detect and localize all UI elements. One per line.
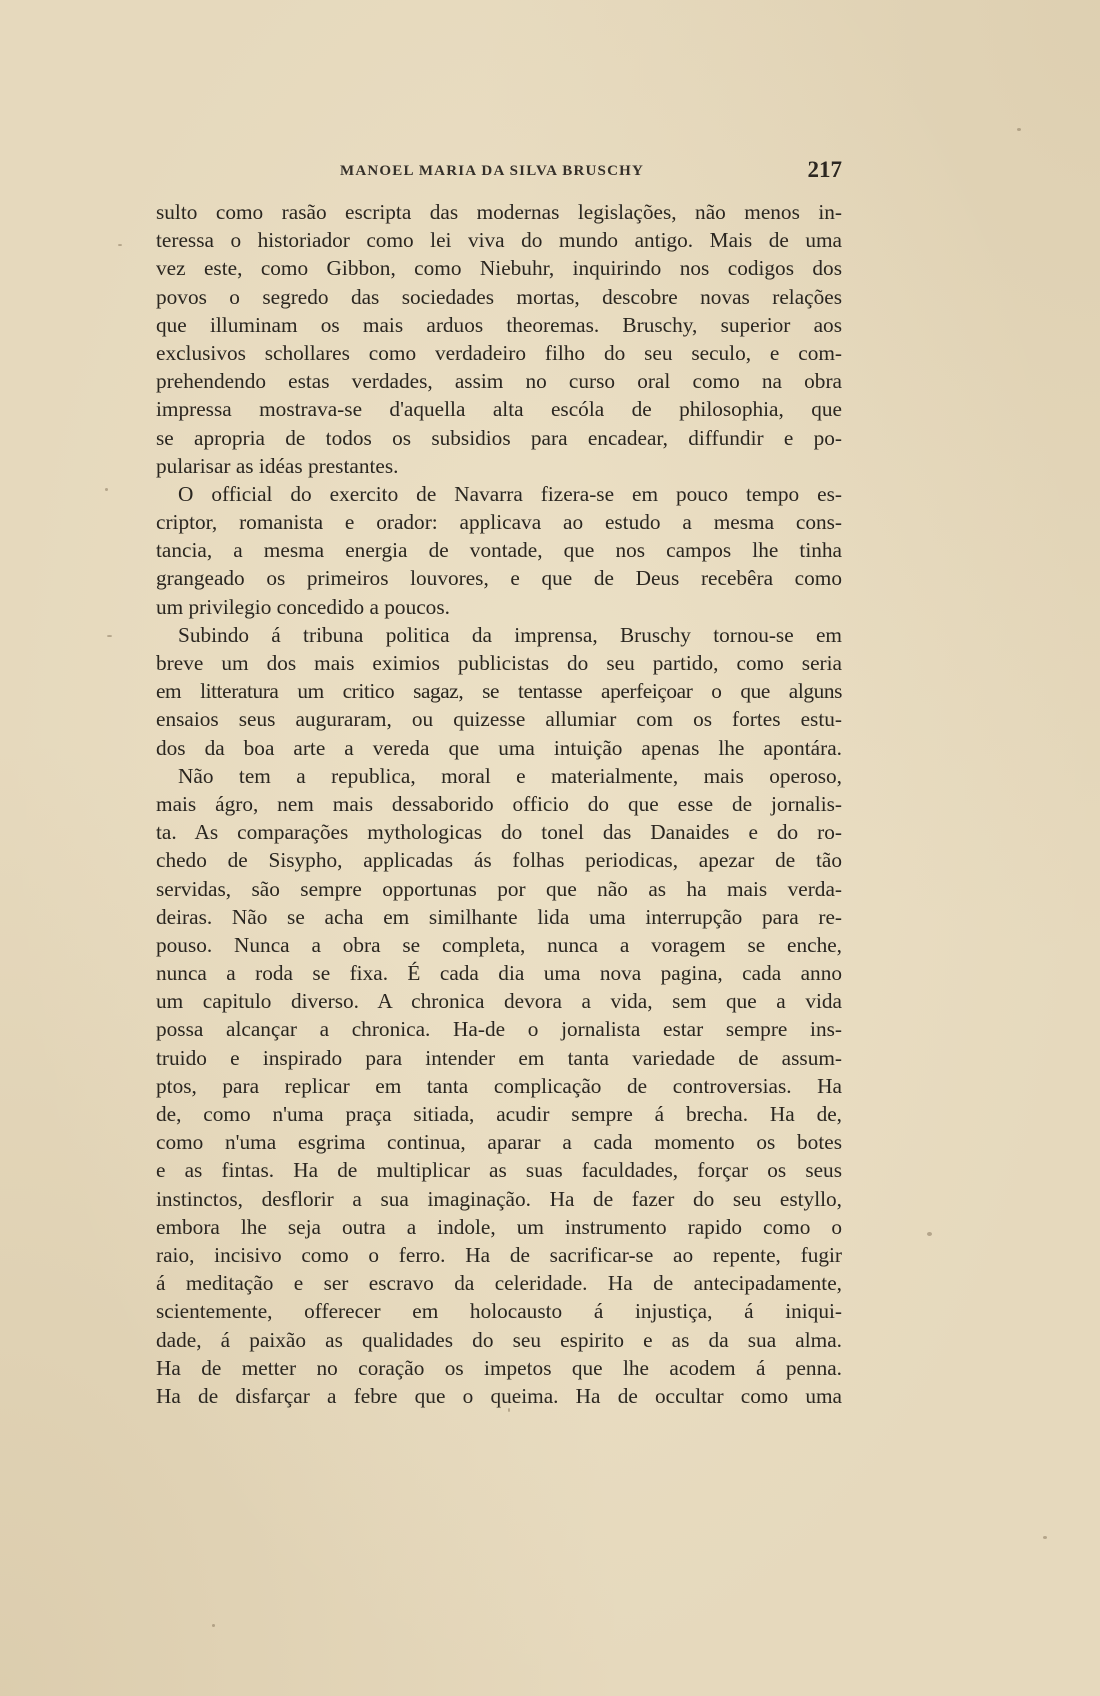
text-line: pouso. Nunca a obra se completa, nunca a voragem se enche,	[156, 932, 842, 957]
text-line: dos da boa arte a vereda que uma intuição apenas lhe apontára.	[156, 735, 842, 760]
text-line: breve um dos mais eximios publicistas do seu partido, como seria	[156, 651, 842, 675]
text-line: chedo de Sisypho, applicadas ás folhas periodicas, apezar de tão	[156, 848, 842, 873]
text-line: instinctos, desflorir a sua imaginação. Ha de fazer do seu estyllo,	[156, 1186, 842, 1211]
text-line: embora lhe seja outra a indole, um instrumento rapido como o	[156, 1214, 842, 1239]
body-text	[156, 198, 842, 1410]
paper-speck	[1043, 1536, 1047, 1539]
text-line: tancia, a mesma energia de vontade, que nos campos lhe tinha	[156, 538, 842, 563]
text-line: exclusivos schollares como verdadeiro filho do seu seculo, e com-	[156, 340, 842, 365]
text-line: ta. As comparações mythologicas do tonel das Danaides e do ro-	[156, 820, 842, 845]
text-line: grangeado os primeiros louvores, e que de Deus recebêra como	[156, 566, 842, 591]
text-line: mais ágro, nem mais dessaborido officio do que esse de jornalis-	[156, 791, 842, 816]
text-line: em litteratura um critico sagaz, se tentasse aperfeiçoar o que alguns	[156, 679, 842, 704]
text-line: que illuminam os mais arduos theoremas. Bruschy, superior aos	[156, 312, 842, 337]
text-line: ensaios seus auguraram, ou quizesse allumiar com os fortes estu-	[156, 707, 842, 732]
text-line: dade, á paixão as qualidades do seu espirito e as da sua alma.	[156, 1327, 842, 1352]
text-line: prehendendo estas verdades, assim no curso oral como na obra	[156, 369, 842, 394]
text-line: deiras. Não se acha em similhante lida uma interrupção para re-	[156, 904, 842, 929]
text-line: um privilegio concedido a poucos.	[156, 594, 450, 619]
text-line: Ha de disfarçar a febre que o queima. Ha de occultar como uma	[156, 1383, 842, 1408]
text-line: scientemente, offerecer em holocausto á injustiça, á iniqui-	[156, 1299, 842, 1324]
text-line: nunca a roda se fixa. É cada dia uma nova pagina, cada anno	[156, 961, 842, 986]
running-title: MANOEL MARIA DA SILVA BRUSCHY	[340, 163, 645, 179]
page-number: 217	[807, 157, 842, 182]
paper-speck	[105, 488, 108, 491]
text-line: povos o segredo das sociedades mortas, descobre novas relações	[156, 284, 842, 309]
text-line: teressa o historiador como lei viva do mundo antigo. Mais de uma	[156, 228, 842, 253]
text-line: impressa mostrava-se d'aquella alta escóla de philosophia, que	[156, 397, 842, 422]
paper-speck	[927, 1232, 932, 1236]
text-line: ptos, para replicar em tanta complicação de controversias. Ha	[156, 1073, 842, 1098]
text-line: sulto como rasão escripta das modernas legislações, não menos in-	[156, 200, 842, 224]
text-line: de, como n'uma praça sitiada, acudir sempre á brecha. Ha de,	[156, 1102, 842, 1126]
text-line: á meditação e ser escravo da celeridade. Ha de antecipadamente,	[156, 1271, 842, 1296]
paragraph-start: O official do exercito de Navarra fizera-se em pouco tempo es-	[178, 481, 842, 506]
paper-speck	[508, 1408, 510, 1412]
running-head	[156, 157, 842, 187]
text-line: se apropria de todos os subsidios para encadear, diffundir e po-	[156, 425, 842, 450]
text-line: pularisar as idéas prestantes.	[156, 453, 399, 478]
paper-speck	[1017, 128, 1021, 131]
text-line: Ha de metter no coração os impetos que lhe acodem á penna.	[156, 1355, 842, 1380]
text-line: possa alcançar a chronica. Ha-de o jornalista estar sempre ins-	[156, 1017, 842, 1042]
paper-speck	[107, 635, 112, 637]
paper-speck	[212, 1624, 215, 1627]
paper-speck	[118, 244, 122, 246]
text-line: um capitulo diverso. A chronica devora a vida, sem que a vida	[156, 989, 842, 1014]
paragraph-start: Subindo á tribuna politica da imprensa, Bruschy tornou-se em	[178, 622, 842, 647]
text-line: servidas, são sempre opportunas por que não as ha mais verda-	[156, 876, 842, 901]
paragraph-start: Não tem a republica, moral e materialmente, mais operoso,	[178, 763, 842, 788]
text-line: e as fintas. Ha de multiplicar as suas faculdades, forçar os seus	[156, 1158, 842, 1183]
text-line: truido e inspirado para intender em tanta variedade de assum-	[156, 1045, 842, 1070]
text-line: como n'uma esgrima continua, aparar a cada momento os botes	[156, 1130, 842, 1155]
text-line: vez este, como Gibbon, como Niebuhr, inquirindo nos codigos dos	[156, 256, 842, 281]
text-line: raio, incisivo como o ferro. Ha de sacrificar-se ao repente, fugir	[156, 1242, 842, 1267]
text-line: criptor, romanista e orador: applicava ao estudo a mesma cons-	[156, 510, 842, 535]
